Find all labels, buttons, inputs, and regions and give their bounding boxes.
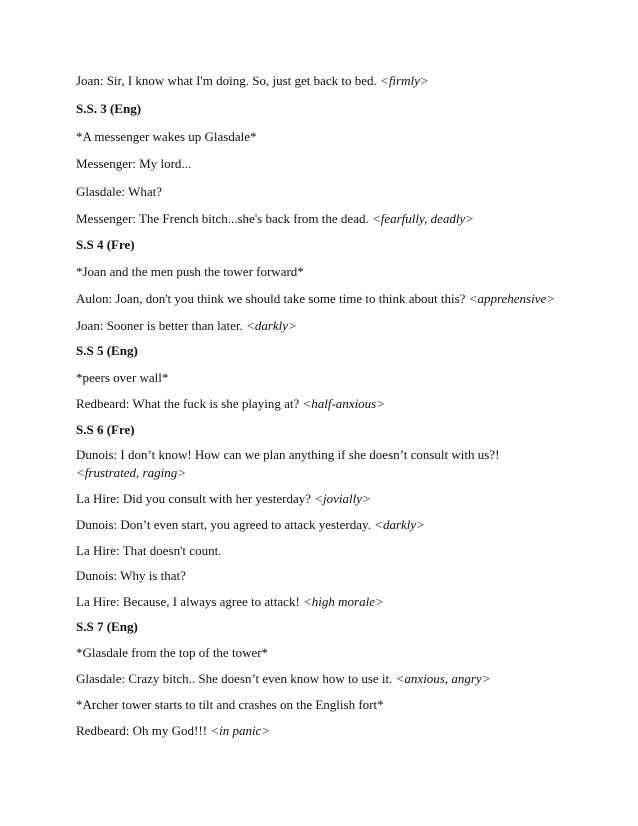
scene-heading-text: S.S 4 (Fre) <box>76 237 135 252</box>
dialogue-text: Aulon: Joan, don't you think we should take some time to think about this? <box>76 291 469 306</box>
stage-direction: <frustrated, raging> <box>76 465 186 480</box>
dialogue-line <box>76 593 556 611</box>
dialogue-text: Redbeard: What the fuck is she playing at? <box>76 396 303 411</box>
dialogue-text: Redbeard: Oh my God!!! <box>76 723 211 738</box>
dialogue-text: La Hire: Because, I always agree to attack! <box>76 594 304 609</box>
action-line <box>76 263 556 281</box>
scene-heading-text: S.S 5 (Eng) <box>76 343 138 358</box>
dialogue-line <box>76 722 556 740</box>
dialogue-text: Dunois: Don’t even start, you agreed to attack yesterday. <box>76 517 375 532</box>
action-text: *Glasdale from the top of the tower* <box>76 645 269 660</box>
stage-direction: <in panic> <box>210 723 271 738</box>
dialogue-line <box>76 542 556 560</box>
dialogue-line <box>76 516 556 534</box>
dialogue-text: Joan: Sooner is better than later. <box>76 318 247 333</box>
dialogue-line <box>76 567 556 585</box>
dialogue-text: Glasdale: What? <box>76 184 163 199</box>
dialogue-text: Glasdale: Crazy bitch.. She doesn’t even know how to use it. <box>76 671 396 686</box>
dialogue-text: La Hire: Did you consult with her yesterday? <box>76 491 315 506</box>
stage-direction: <half-anxious> <box>302 396 386 411</box>
dialogue-text: Joan: Sir, I know what I'm doing. So, just get back to bed. <box>76 73 381 88</box>
stage-direction: <darkly> <box>374 517 425 532</box>
stage-direction: <anxious, angry> <box>395 671 491 686</box>
action-line <box>76 369 556 387</box>
dialogue-text: Messenger: My lord... <box>76 156 192 171</box>
action-line <box>76 696 556 714</box>
stage-direction: <firmly> <box>380 73 429 88</box>
scene-heading-text: S.S 7 (Eng) <box>76 619 138 634</box>
dialogue-line <box>76 210 556 228</box>
dialogue-text: Dunois: I don’t know! How can we plan anything if she doesn’t consult with us?! <box>76 447 500 462</box>
dialogue-line <box>76 290 556 308</box>
stage-direction: <fearfully, deadly> <box>371 211 474 226</box>
dialogue-line <box>76 317 556 335</box>
action-text: *Archer tower starts to tilt and crashes on the English fort* <box>76 697 384 712</box>
scene-heading <box>76 342 556 360</box>
action-text: *peers over wall* <box>76 370 169 385</box>
dialogue-text: La Hire: That doesn't count. <box>76 543 222 558</box>
stage-direction: <high morale> <box>303 594 384 609</box>
action-line <box>76 128 556 146</box>
scene-heading <box>76 421 556 439</box>
scene-heading <box>76 618 556 636</box>
dialogue-line <box>76 155 556 173</box>
scene-heading-text: S.S 6 (Fre) <box>76 422 135 437</box>
scene-heading <box>76 236 556 254</box>
action-text: *A messenger wakes up Glasdale* <box>76 129 257 144</box>
dialogue-text: Dunois: Why is that? <box>76 568 186 583</box>
dialogue-line <box>76 183 556 201</box>
action-line <box>76 644 556 662</box>
stage-direction: <darkly> <box>246 318 297 333</box>
dialogue-line <box>76 446 556 482</box>
scene-heading-text: S.S. 3 (Eng) <box>76 101 142 116</box>
dialogue-line <box>76 395 556 413</box>
dialogue-line <box>76 670 556 688</box>
dialogue-text: Messenger: The French bitch...she's back from the dead. <box>76 211 372 226</box>
stage-direction: <jovially> <box>314 491 371 506</box>
dialogue-line <box>76 490 556 508</box>
stage-direction: <apprehensive> <box>468 291 556 306</box>
scene-heading <box>76 100 556 118</box>
dialogue-line <box>76 72 556 90</box>
action-text: *Joan and the men push the tower forward* <box>76 264 304 279</box>
